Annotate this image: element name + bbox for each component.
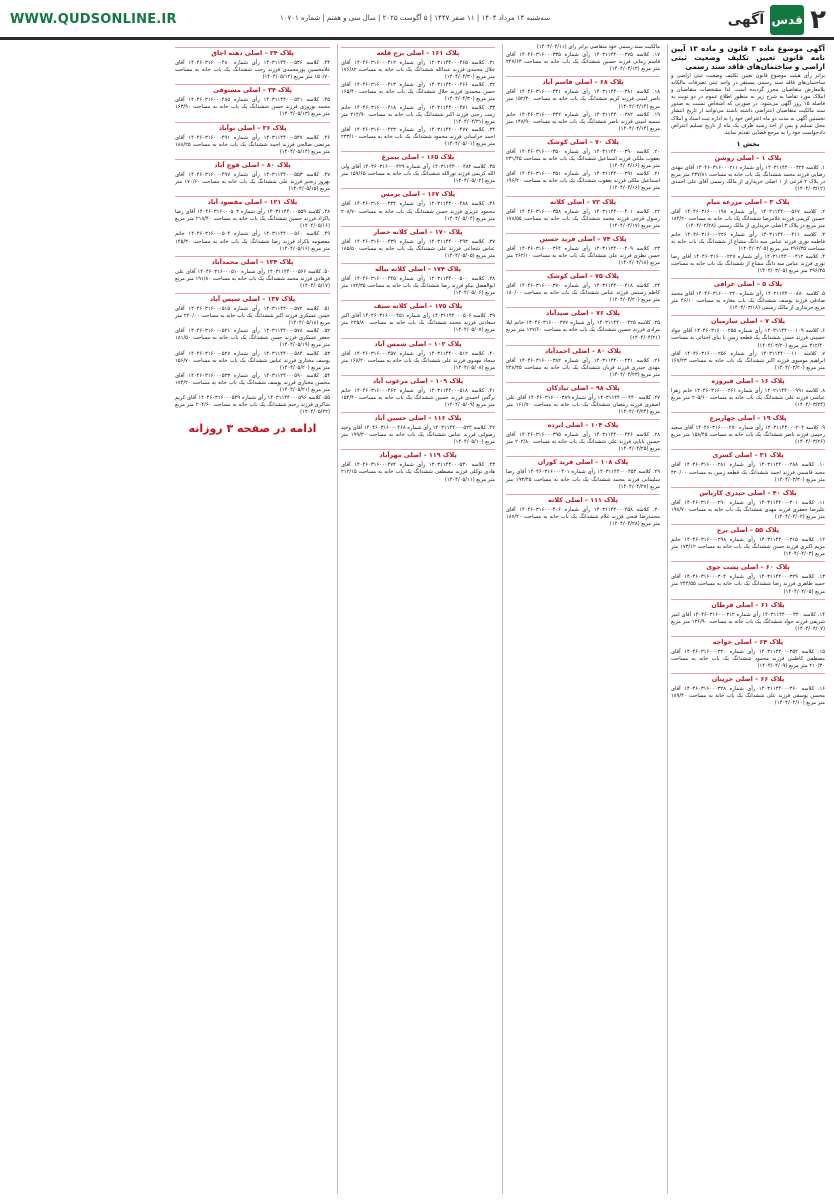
plot-heading: پلاک ۱۱۹ – اصلی مهرآباد [341,449,495,460]
plot-heading: پلاک ۱۶۵ – اصلی بیمرغ [341,151,495,162]
notice-entry: ۱۰. کلاسه ۱۴۰۳۱۱۴۴۰۰۰۲۸۸ رأی شماره ۱۴۰۴۶۰۳۱۶۰۰۰۲۸۱ آقای مجید قاسمی فرزند احمد ششدانگ یک قطعه زمین به مساحت ۴۲۰/۰۰ متر مربع (۱۴۰۴/۰۳/۳۰) [671,462,826,483]
notice-entry: ۴۸. کلاسه ۱۴۰۳۱۱۴۴۰۰۰۵۵۹ رأی شماره ۱۴۰۴۶۰۳۱۶۰۰۰۵۰۳ آقای رضا پاکزاد فرزند حسین ششدانگ یک باب خانه به مساحت ۲۱۸/۴۰ متر مربع (۱۴۰۴/۰۵/۱۶) [175,209,331,230]
notice-entry: ۴۹. کلاسه ۱۴۰۳۱۱۴۴۰۰۰۵۶۰ رأی شماره ۱۴۰۴۶۰۳۱۶۰۰۰۵۰۴ خانم معصومه پاکزاد فرزند رضا ششدانگ یک باب خانه به مساحت ۱۴۵/۳۰ متر مربع (۱۴۰۴/۰۵/۱۶) [175,231,330,252]
notice-entry: ۱۶. کلاسه ۱۴۰۳۱۱۴۴۰۰۰۳۶۰ رأی شماره ۱۴۰۴۶۰۳۱۶۰۰۰۳۲۸ آقای محسن یوسفی فرزند علی ششدانگ یک باب خانه به مساحت ۱۸۹/۴۰ متر مربع (۱۴۰۴/۰۴/۱۰) [671,686,826,707]
notice-entry: ۴۲. کلاسه ۱۴۰۳۱۱۴۴۰۰۰۵۲۴ رأی شماره ۱۴۰۴۶۰۳۱۶۰۰۰۴۶۸ آقای وحید رضوانی فرزند عباس ششدانگ یک باب خانه به مساحت ۱۹۹/۳۰ متر مربع (۱۴۰۴/۰۵/۱۰) [340,425,495,446]
notice-entry: ۲۷. کلاسه ۱۴۰۳۱۱۴۴۰۰۰۴۴۰ رأی شماره ۱۴۰۴۶۰۳۱۶۰۰۰۳۸۹ آقای علی اصغری فرزند رمضان ششدانگ یک باب خانه به مساحت ۱۶۱/۷۰ متر مربع (۱۴۰۴/۰۴/۲۴) [506,394,661,416]
plot-heading: پلاک ۸۰ – اصلی قوچ آباد [175,159,330,170]
plot-heading: پلاک ۷۲ – اصلی کلاته [506,196,660,207]
notice-entry: ۵. کلاسه ۱۴۰۲۱۱۴۴۰۰۰۸۸۰ رأی شماره ۱۴۰۴۶۰۳۱۶۰۰۰۲۴۰ آقای محمد صادقی فرزند یوسف ششدانگ یک باب مغازه به مساحت ۴۶/۱۰ متر مربع خریداری از مالک رسمی (۱۴۰۴/۰۳/۱۸) [671,291,825,312]
notice-entry: ۱۳. کلاسه ۱۴۰۳۱۱۴۴۰۰۰۳۲۹ رأی شماره ۱۴۰۴۶۰۳۱۶۰۰۰۳۰۴ آقای حمید طاهری فرزند رضا ششدانگ یک باب خانه به مساحت ۲۴۴/۵۵ متر مربع (۱۴۰۴/۰۴/۰۵) [671,574,826,595]
notice-entry: مالکیت سند رسمی خود متقاضی برابر رأی (۱۴۰۴/۰۴/۱۱) [536,44,660,50]
notice-entry: ۱۴. کلاسه ۱۴۰۳۱۱۴۴۰۰۰۳۴۰ رأی شماره ۱۴۰۴۶۰۳۱۶۰۰۰۳۱۲ آقای امیر شریفی فرزند جواد ششدانگ یک باب خانه به مساحت ۱۳۶/۹۰ متر مربع (۱۴۰۴/۰۴/۰۷) [671,611,826,632]
plot-heading: پلاک ۱۰۹ – اصلی مرغوب آباد [341,375,495,386]
plot-heading: پلاک ۳۶ – اصلی نوآباد [175,122,330,133]
notice-entry: ۳۴. کلاسه ۱۴۰۳۱۱۴۴۰۰۰۴۷۷ رأی شماره ۱۴۰۴۶۰۳۱۶۰۰۰۴۲۳ آقای احمد خراسانی فرزند محمود ششدانگ یک باب خانه به مساحت ۲۳۳/۱۰ متر مربع (۱۴۰۴/۰۵/۰۱) [341,126,496,148]
masthead-brand [728,3,826,37]
notice-entry: ۳۶. کلاسه ۱۴۰۳۱۱۴۴۰۰۰۴۸۸ رأی شماره ۱۴۰۴۶۰۳۱۶۰۰۰۴۳۴ آقای محمود عزیزی فرزند حسن ششدانگ یک باب خانه به مساحت ۲۰۸/۷۰ متر مربع (۱۴۰۴/۰۵/۰۴) [341,201,496,222]
district-title: بخش ۱ [736,139,760,148]
notice-entry: ۳۰. کلاسه ۱۴۰۳۱۱۴۴۰۰۰۴۵۸ رأی شماره ۱۴۰۴۶۰۳۱۶۰۰۰۴۰۶ آقای محمدرضا فتحی فرزند غلام ششدانگ یک باب خانه به مساحت ۱۸۷/۲۰ متر مربع (۱۴۰۴/۰۴/۲۸) [506,506,661,527]
notice-entry: ۴۶. کلاسه ۱۴۰۳۱۱۴۴۰۰۰۵۴۷ رأی شماره ۱۴۰۴۶۰۳۱۶۰۰۰۴۹۱ آقای مرتضی صالحی فرزند احمد ششدانگ یک باب خانه به مساحت ۱۸۸/۲۵ متر مربع (۱۴۰۴/۰۵/۱۴) [175,134,331,155]
page-number: ۲ [810,5,826,35]
plot-heading: پلاک ۱۰۲ – اصلی شمس آباد [341,338,495,349]
plot-heading: پلاک ۱۷۴ – اصلی کلاته بیاله [341,263,495,274]
plot-heading: پلاک ۲۴ – اصلی دهنه اجاق [175,47,330,58]
plot-heading: پلاک ۶۸ – اصلی قاسم آباد [506,76,660,87]
plot-heading: پلاک ۱۱۶ – اصلی حسین آباد [341,412,495,423]
plot-heading: پلاک ۳۱ – اصلی کسری [671,449,825,460]
section-label: آگهی [727,12,765,28]
notice-entry: ۱۹. کلاسه ۱۴۰۳۱۱۴۴۰۰۰۳۸۲ رأی شماره ۱۴۰۴۶۰۳۱۶۰۰۰۳۴۲ خانم سمیه امینی فرزند ناصر ششدانگ یک باب خانه به مساحت ۱۴۸/۹۰ متر مربع (۱۴۰۴/۰۴/۱۴) [506,111,661,132]
dateline: سه‌شنبه ۱۴ مرداد ۱۴۰۴ | ۱۱ صفر ۱۴۴۷ | ۵ آگوست ۲۰۲۵ | سال سی و هفتم | شماره ۱۰۷۰۱ [279,14,551,22]
notice-entry: ۳۲. کلاسه ۱۴۰۳۱۱۴۴۰۰۰۴۶۶ رأی شماره ۱۴۰۴۶۰۳۱۶۰۰۰۴۱۳ آقای حسن محمدی فرزند جلال ششدانگ یک باب خانه به مساحت ۱۶۵/۴۰ متر مربع (۱۴۰۴/۰۴/۳۰) [341,82,496,103]
notice-entry: ۷. کلاسه ۱۴۰۳۱۱۴۴۰۰۰۱۱۰ رأی شماره ۱۴۰۴۶۰۳۱۶۰۰۰۲۵۶ آقای ابراهیم موسوی فرزند اکبر ششدانگ یک باب خانه به مساحت ۱۶۷/۲۳ متر مربع (۱۴۰۴/۰۳/۲۰) [671,350,826,371]
plot-heading: پلاک ۱۰۴ – اصلی ابرده [506,419,660,430]
notice-entry: ۴۳. کلاسه ۱۴۰۳۱۱۴۴۰۰۰۵۳۰ رأی شماره ۱۴۰۴۶۰۳۱۶۰۰۰۴۷۴ آقای هادی توکلی فرزند مصطفی ششدانگ یک باب خانه به مساحت ۲۱۲/۱۵ متر مربع (۱۴۰۴/۰۵/۱۱) [341,462,496,483]
plot-heading: پلاک ۱۳۴ – اصلی محمدآباد [175,256,330,267]
plot-heading: پلاک ۵ – اصلی عراقی [671,278,825,289]
plot-heading: پلاک ۷۴ – اصلی فرید حسین [506,233,660,244]
column-4 [172,44,333,1194]
notice-intro: برابر رأی هیئت موضوع قانون تعیین تکلیف وضعیت ثبتی اراضی و ساختمان‌های فاقد سند رسمی مستقر در واحد ثبتی تصرفات مالکانه بلامعارض متقاضیان محرز گردیده است. لذا مشخصات متقاضیان و املاک مورد تقاضا به شرح زیر به منظور اطلاع عموم در دو نوبت به فاصله ۱۵ روز آگهی می‌شود. در صورتی که اشخاص نسبت به صدور سند مالکیت متقاضیان اعتراضی داشته باشند می‌توانند از تاریخ انتشار نخستین آگهی به مدت دو ماه اعتراض خود را به اداره ثبت اسناد و املاک محل تسلیم و پس از اخذ رسید ظرف یک ماه از تاریخ تسلیم اعتراض دادخواست خود را به مرجع قضایی تقدیم نمایند. [671,73,825,136]
plot-heading: پلاک ۱۰۸ – اصلی فرید کوران [506,456,660,467]
plot-heading: پلاک ۱۶۷ – اصلی برمس [341,188,495,199]
notice-entry: ۴۰. کلاسه ۱۴۰۳۱۱۴۴۰۰۰۵۱۲ رأی شماره ۱۴۰۴۶۰۳۱۶۰۰۰۴۵۷ آقای سجاد مهدوی فرزند علی ششدانگ یک باب خانه به مساحت ۱۶۸/۲۰ متر مربع (۱۴۰۴/۰۵/۰۸) [341,350,496,371]
notice-entry: ۲۴. کلاسه ۱۴۰۳۱۱۴۴۰۰۰۴۱۸ رأی شماره ۱۴۰۴۶۰۳۱۶۰۰۰۳۷۰ آقای کاظم رستمی فرزند عباس ششدانگ یک باب خانه به مساحت ۱۸۰/۰۰ متر مربع (۱۴۰۴/۰۴/۲۰) [506,283,661,304]
notice-entry: ۴۵. کلاسه ۱۴۰۳۱۱۴۴۰۰۰۵۴۱ رأی شماره ۱۴۰۴۶۰۳۱۶۰۰۰۴۸۵ آقای محمد نوروزی فرزند حسن ششدانگ یک باب خانه به مساحت ۱۶۳/۹۰ متر مربع (۱۴۰۴/۰۵/۱۳) [175,97,331,118]
notice-entry: ۲۹. کلاسه ۱۴۰۳۱۱۴۴۰۰۰۴۵۲ رأی شماره ۱۴۰۴۶۰۳۱۶۰۰۰۴۰۱ آقای رضا سلیمانی فرزند محمد ششدانگ یک باب خانه به مساحت ۱۹۳/۴۵ متر مربع (۱۴۰۴/۰۴/۲۷) [506,469,660,490]
notice-entry: ۲۵. کلاسه ۱۴۰۳۱۱۴۴۰۰۰۴۲۵ رأی شماره ۱۴۰۴۶۰۳۱۶۰۰۰۳۷۷ خانم لیلا مرادی فرزند حسین ششدانگ یک باب خانه به مساحت ۱۲۷/۶۰ متر مربع (۱۴۰۴/۰۴/۲۱) [506,320,660,341]
plot-heading: پلاک ۵۵ – اصلی برج [671,524,825,535]
plot-heading: پلاک ۷۵ – اصلی کوشک [506,270,660,281]
notice-entry: ۴۴. کلاسه ۱۴۰۳۱۱۴۴۰۰۰۵۳۶ رأی شماره ۱۴۰۴۶۰۳۱۶۰۰۰۴۸۰ آقای غلامحسین پورمحمدی فرزند رجب ششدانگ یک باب خانه به مساحت ۱۵۰/۷۰ متر مربع (۱۴۰۴/۰۵/۱۲) [175,60,331,81]
notice-entry: ۳۹. کلاسه ۱۴۰۳۱۱۴۴۰۰۰۵۰۶ رأی شماره ۱۴۰۴۶۰۳۱۶۰۰۰۴۵۱ آقای اکبر سعادتی فرزند محمد ششدانگ یک باب خانه به مساحت ۲۲۵/۸۰ متر مربع (۱۴۰۴/۰۵/۰۷) [341,313,495,334]
plot-heading: پلاک ۱۷۵ – اصلی کلاته سیف [341,300,495,311]
plot-heading: پلاک ۱۷۰ – اصلی کلاته حصار [341,226,495,237]
plot-heading: پلاک ۳ – اصلی مزرعه میام [671,196,825,207]
notice-entry: ۳۸. کلاسه ۱۴۰۳۱۱۴۴۰۰۰۵۰۰ رأی شماره ۱۴۰۴۶۰۳۱۶۰۰۰۴۴۵ آقای ابوالفضل نیکو فرزند رضا ششدانگ یک باب خانه به مساحت ۱۷۲/۳۵ متر مربع (۱۴۰۴/۰۵/۰۶) [341,275,496,297]
notice-entry: ۳. کلاسه ۱۴۰۳۱۱۴۴۰۰۰۴۱۱ رأی شماره ۱۴۰۴۶۰۳۱۶۰۰۰۲۲۶ خانم فاطمه نوری فرزند عباس سه دانگ مشاع از ششدانگ یک باب خانه به مساحت ۲۹۶/۳۵ متر مربع (۱۴۰۴/۰۳/۰۵) [671,231,825,252]
notice-entry: ۲۶. کلاسه ۱۴۰۳۱۱۴۴۰۰۰۴۳۱ رأی شماره ۱۴۰۴۶۰۳۱۶۰۰۰۳۸۲ آقای مهدی حیدری فرزند قربان ششدانگ یک باب خانه به مساحت ۲۴۸/۳۵ متر مربع (۱۴۰۴/۰۴/۲۳) [506,357,661,378]
notice-entry: ۱۸. کلاسه ۱۴۰۳۱۱۴۴۰۰۰۳۸۱ رأی شماره ۱۴۰۴۶۰۳۱۶۰۰۰۳۴۱ آقای ناصر امینی فرزند کریم ششدانگ یک باب خانه به مساحت ۱۵۲/۳۰ متر مربع (۱۴۰۴/۰۴/۱۴) [506,89,661,110]
notice-entry: ۲۳. کلاسه ۱۴۰۳۱۱۴۴۰۰۰۴۰۹ رأی شماره ۱۴۰۴۶۰۳۱۶۰۰۰۳۶۴ آقای حسن نظری فرزند علی ششدانگ یک باب خانه به مساحت ۲۶۲/۱۰ متر مربع (۱۴۰۴/۰۴/۱۸) [506,245,661,266]
notice-entry: ۵۲. کلاسه ۱۴۰۳۱۱۴۴۰۰۰۵۷۸ رأی شماره ۱۴۰۴۶۰۳۱۶۰۰۰۵۲۱ آقای جعفر عسکری فرزند حسن ششدانگ یک باب خانه به مساحت ۱۸۱/۵۰ متر مربع (۱۴۰۴/۰۵/۱۹) [175,328,331,349]
notice-entry: ۳۷. کلاسه ۱۴۰۳۱۱۴۴۰۰۰۴۹۳ رأی شماره ۱۴۰۴۶۰۳۱۶۰۰۰۴۳۹ آقای عباس شجاعی فرزند علی ششدانگ یک باب خانه به مساحت ۱۸۵/۵۰ متر مربع (۱۴۰۴/۰۵/۰۵) [341,238,496,259]
newspaper-logo-icon: قدس [770,5,804,35]
notice-entry: ۵۱. کلاسه ۱۴۰۳۱۱۴۴۰۰۰۵۷۲ رأی شماره ۱۴۰۴۶۰۳۱۶۰۰۰۵۱۵ آقای حسن عسکری فرزند اکبر ششدانگ یک باب خانه به مساحت ۲۲۰/۰۰ متر مربع (۱۴۰۴/۰۵/۱۸) [175,305,331,327]
notice-entry: ۴۱. کلاسه ۱۴۰۳۱۱۴۴۰۰۰۵۱۸ رأی شماره ۱۴۰۴۶۰۳۱۶۰۰۰۴۶۲ خانم نرگس احمدی فرزند حسین ششدانگ یک باب خانه به مساحت ۱۵۴/۴۰ متر مربع (۱۴۰۴/۰۵/۰۹) [341,387,496,408]
notice-entry: ۵۳. کلاسه ۱۴۰۳۱۱۴۴۰۰۰۵۸۴ رأی شماره ۱۴۰۴۶۰۳۱۶۰۰۰۵۲۷ آقای یوسف مختاری فرزند عباس ششدانگ یک باب خانه به مساحت ۱۵۶/۷۰ متر مربع (۱۴۰۴/۰۵/۲۰) [175,350,331,371]
notice-entry: ۱۷. کلاسه ۱۴۰۳۱۱۴۴۰۰۰۳۷۵ رأی شماره ۱۴۰۴۶۰۳۱۶۰۰۰۳۳۵ آقای قاسم زمانی فرزند حسین ششدانگ یک باب خانه به مساحت ۲۲۷/۶۴ متر مربع (۱۴۰۴/۰۴/۱۲) [506,52,661,73]
notice-entry: ۶. کلاسه ۱۴۰۳۱۱۴۴۰۰۰۱۰۹ رأی شماره ۱۴۰۴۶۰۳۱۶۰۰۰۲۵۵ آقای جواد حسینی فرزند حسن ششدانگ یک قطعه زمین با بنای احداثی به مساحت ۳۱۲/۴۰ متر مربع (۱۴۰۴/۰۳/۲۰) [671,328,826,349]
plot-heading: پلاک ۷۶ – اصلی صیدآباد [506,307,660,318]
notice-entry: ۲۱. کلاسه ۱۴۰۳۱۱۴۴۰۰۰۳۹۱ رأی شماره ۱۴۰۴۶۰۳۱۶۰۰۰۳۵۱ آقای اسماعیل ملکی فرزند یعقوب ششدانگ یک باب خانه به مساحت ۱۹۶/۲۰ متر مربع (۱۴۰۴/۰۴/۱۶) [506,171,661,192]
continued-note: ادامه در صفحه ۳ روزانه [188,422,317,436]
notice-entry: ۲. کلاسه ۱۴۰۲۱۱۴۴۰۰۰۵۶۷ رأی شماره ۱۴۰۴۶۰۳۱۶۰۰۰۱۹۸ آقای حسین کریمی فرزند غلامرضا ششدانگ یک باب خانه به مساحت ۱۸۴/۲۰ متر مربع در پلاک ۳ اصلی خریداری از مالک رسمی (۱۴۰۴/۰۲/۲۸) [671,209,826,230]
notice-columns [6,44,828,1194]
site-url[interactable]: WWW.QUDSONLINE.IR [10,12,177,27]
notice-entry: ۳۵. کلاسه ۱۴۰۳۱۱۴۴۰۰۰۴۸۲ رأی شماره ۱۴۰۴۶۰۳۱۶۰۰۰۴۲۹ آقای ولی الله کریمی فرزند نورالله ششدانگ یک باب خانه به مساحت ۱۵۹/۶۵ متر مربع (۱۴۰۴/۰۵/۰۲) [341,164,495,185]
notice-entry: ۵۰. کلاسه ۱۴۰۳۱۱۴۴۰۰۰۵۶۶ رأی شماره ۱۴۰۴۶۰۳۱۶۰۰۰۵۱۰ آقای علی فرهادی فرزند محمد ششدانگ یک باب خانه به مساحت ۱۹۱/۸۰ متر مربع (۱۴۰۴/۰۵/۱۷) [175,268,330,289]
plot-heading: پلاک ۱۱۱ – اصلی کلاته [506,494,660,505]
notice-entry: ۹. کلاسه ۱۴۰۳۱۱۴۴۰۰۰۲۰۴ رأی شماره ۱۴۰۴۶۰۳۱۶۰۰۰۲۷۰ آقای سعید رحیمی فرزند ناصر ششدانگ یک باب خانه به مساحت ۱۵۸/۴۵ متر مربع (۱۴۰۴/۰۳/۲۶) [671,425,825,446]
column-1 [667,44,828,1194]
plot-heading: پلاک ۷۰ – اصلی کوشک [506,136,660,147]
notice-entry: ۸. کلاسه ۱۴۰۲۱۱۴۴۰۰۰۹۹۱ رأی شماره ۱۴۰۴۶۰۳۱۶۰۰۰۲۶۱ خانم زهرا عباسی فرزند علی ششدانگ یک باب خانه به مساحت ۲۰۵/۶۰ متر مربع (۱۴۰۴/۰۳/۲۴) [671,387,825,409]
plot-heading: پلاک ۱۹ – اصلی چهاربرج [671,412,825,423]
notice-entry: ۴. کلاسه ۱۴۰۳۱۱۴۴۰۰۰۴۱۲ رأی شماره ۱۴۰۴۶۰۳۱۶۰۰۰۲۲۷ آقای رضا نوری فرزند عباس سه دانگ مشاع از ششدانگ یک باب خانه به مساحت ۲۹۶/۳۵ متر مربع (۱۴۰۴/۰۳/۰۵) [671,253,825,274]
plot-heading: پلاک ۶۴ – اصلی خواجه [671,636,825,647]
notice-entry: ۱۱. کلاسه ۱۴۰۳۱۱۴۴۰۰۰۳۰۱ رأی شماره ۱۴۰۴۶۰۳۱۶۰۰۰۲۹۰ آقای علیرضا جعفری فرزند مهدی ششدانگ یک باب خانه به مساحت ۱۹۸/۷۰ متر مربع (۱۴۰۴/۰۴/۰۲) [671,499,826,520]
notice-entry: ۱۵. کلاسه ۱۴۰۳۱۱۴۴۰۰۰۳۵۲ رأی شماره ۱۴۰۴۶۰۳۱۶۰۰۰۳۲۰ آقای مصطفی کاظمی فرزند محمود ششدانگ یک باب خانه به مساحت ۲۱۰/۳۰ متر مربع (۱۴۰۴/۰۴/۰۹) [671,648,826,670]
notice-entry: ۱۲. کلاسه ۱۴۰۳۱۱۴۴۰۰۰۳۱۵ رأی شماره ۱۴۰۴۶۰۳۱۶۰۰۰۲۹۸ خانم مریم اکبری فرزند حسن ششدانگ یک باب خانه به مساحت ۱۷۳/۱۲ متر مربع (۱۴۰۴/۰۴/۰۳) [671,537,826,558]
plot-heading: پلاک ۱۶ – اصلی فیروزه [671,375,825,386]
notice-entry: ۵۴. کلاسه ۱۴۰۳۱۱۴۴۰۰۰۵۹۰ رأی شماره ۱۴۰۴۶۰۳۱۶۰۰۰۵۳۳ آقای محسن مختاری فرزند یوسف ششدانگ یک باب خانه به مساحت ۱۷۴/۲۰ متر مربع (۱۴۰۴/۰۵/۲۱) [175,372,331,393]
plot-heading: پلاک ۱ – اصلی روشن [671,152,825,163]
plot-heading: پلاک ۶۰ – اصلی پشت جوی [671,561,825,572]
plot-heading: پلاک ۹۸ – اصلی تبادکان [506,382,660,393]
notice-entry: ۲۰. کلاسه ۱۴۰۳۱۱۴۴۰۰۰۳۹۰ رأی شماره ۱۴۰۴۶۰۳۱۶۰۰۰۳۵۰ آقای یعقوب ملکی فرزند اسماعیل ششدانگ یک باب خانه به مساحت ۲۳۱/۴۵ متر مربع (۱۴۰۴/۰۴/۱۶) [506,148,661,170]
notice-entry: ۴۷. کلاسه ۱۴۰۳۱۱۴۴۰۰۰۵۵۳ رأی شماره ۱۴۰۴۶۰۳۱۶۰۰۰۴۹۷ آقای بهروز رنجبر فرزند علی ششدانگ یک باب خانه به مساحت ۱۷۰/۶۰ متر مربع (۱۴۰۴/۰۵/۱۵) [175,171,331,193]
plot-heading: پلاک ۷ – اصلی سارمیان [671,315,825,326]
plot-heading: پلاک ۸۰ – اصلی احمدآباد [506,345,660,356]
notice-title: آگهی موضوع ماده ۳ قانون و ماده ۱۳ آیین نامه قانون تعیین تکلیف وضعیت ثبتی اراضی و ساختمان‌های فاقد سند رسمی [671,44,825,71]
column-2 [502,44,663,1194]
plot-heading: پلاک ۱۲۱ – اصلی مقصود آباد [175,196,330,207]
notice-entry: ۱. کلاسه ۱۴۰۳۱۱۴۴۰۰۰۳۲۲ رأی شماره ۱۴۰۴۶۰۳۱۶۰۰۰۲۱۱ آقای مهدی رضایی فرزند محمد ششدانگ یک باب خانه به مساحت ۲۳۷/۸۱ متر مربع در پلاک ۲ فرعی از ۱ اصلی خریداری از مالک رسمی آقای علی احمدی (۱۴۰۴/۰۳/۱۲) [671,164,826,193]
plot-heading: پلاک ۴۰ – اصلی حیدری کارباس [671,487,825,498]
column-3 [337,44,498,1194]
notice-entry: ۵۵. کلاسه ۱۴۰۳۱۱۴۴۰۰۰۵۹۶ رأی شماره ۱۴۰۴۶۰۳۱۶۰۰۰۵۳۹ آقای کریم شاکری فرزند رحیم ششدانگ یک باب خانه به مساحت ۲۰۴/۶۰ متر مربع (۱۴۰۴/۰۵/۲۲) [175,395,330,416]
plot-heading: پلاک ۶۶ – اصلی خزینان [671,673,825,684]
plot-heading: پلاک ۶۱ – اصلی فرطان [671,599,825,610]
notice-entry: ۳۱. کلاسه ۱۴۰۳۱۱۴۴۰۰۰۴۶۵ رأی شماره ۱۴۰۴۶۰۳۱۶۰۰۰۴۱۲ آقای جلال محمدی فرزند عبدالله ششدانگ یک باب خانه به مساحت ۱۷۶/۸۲ متر مربع (۱۴۰۴/۰۴/۳۰) [341,60,496,81]
notice-entry: ۲۲. کلاسه ۱۴۰۳۱۱۴۴۰۰۰۴۰۱ رأی شماره ۱۴۰۴۶۰۳۱۶۰۰۰۳۵۸ آقای رسول فرجی فرزند محمد ششدانگ یک باب خانه به مساحت ۱۷۸/۵۵ متر مربع (۱۴۰۴/۰۴/۱۷) [506,208,661,229]
notice-entry: ۳۳. کلاسه ۱۴۰۳۱۱۴۴۰۰۰۴۷۱ رأی شماره ۱۴۰۴۶۰۳۱۶۰۰۰۴۱۸ خانم زینب رجبی فرزند اکبر ششدانگ یک باب خانه به مساحت ۲۱۴/۹۰ متر مربع (۱۴۰۴/۰۴/۳۱) [341,104,496,125]
plot-heading: پلاک ۱۶۱ – اصلی برج قلعه [341,47,495,58]
plot-heading: پلاک ۱۳۷ – اصلی سیس آباد [175,293,330,304]
masthead [0,0,834,40]
notice-entry: ۲۸. کلاسه ۱۴۰۳۱۱۴۴۰۰۰۴۴۶ رأی شماره ۱۴۰۴۶۰۳۱۶۰۰۰۳۹۵ آقای حسین بابایی فرزند علی ششدانگ یک باب خانه به مساحت ۲۰۲/۸۰ متر مربع (۱۴۰۴/۰۴/۲۵) [506,432,661,453]
plot-heading: پلاک ۳۴ – اصلی مستوفی [175,84,330,95]
